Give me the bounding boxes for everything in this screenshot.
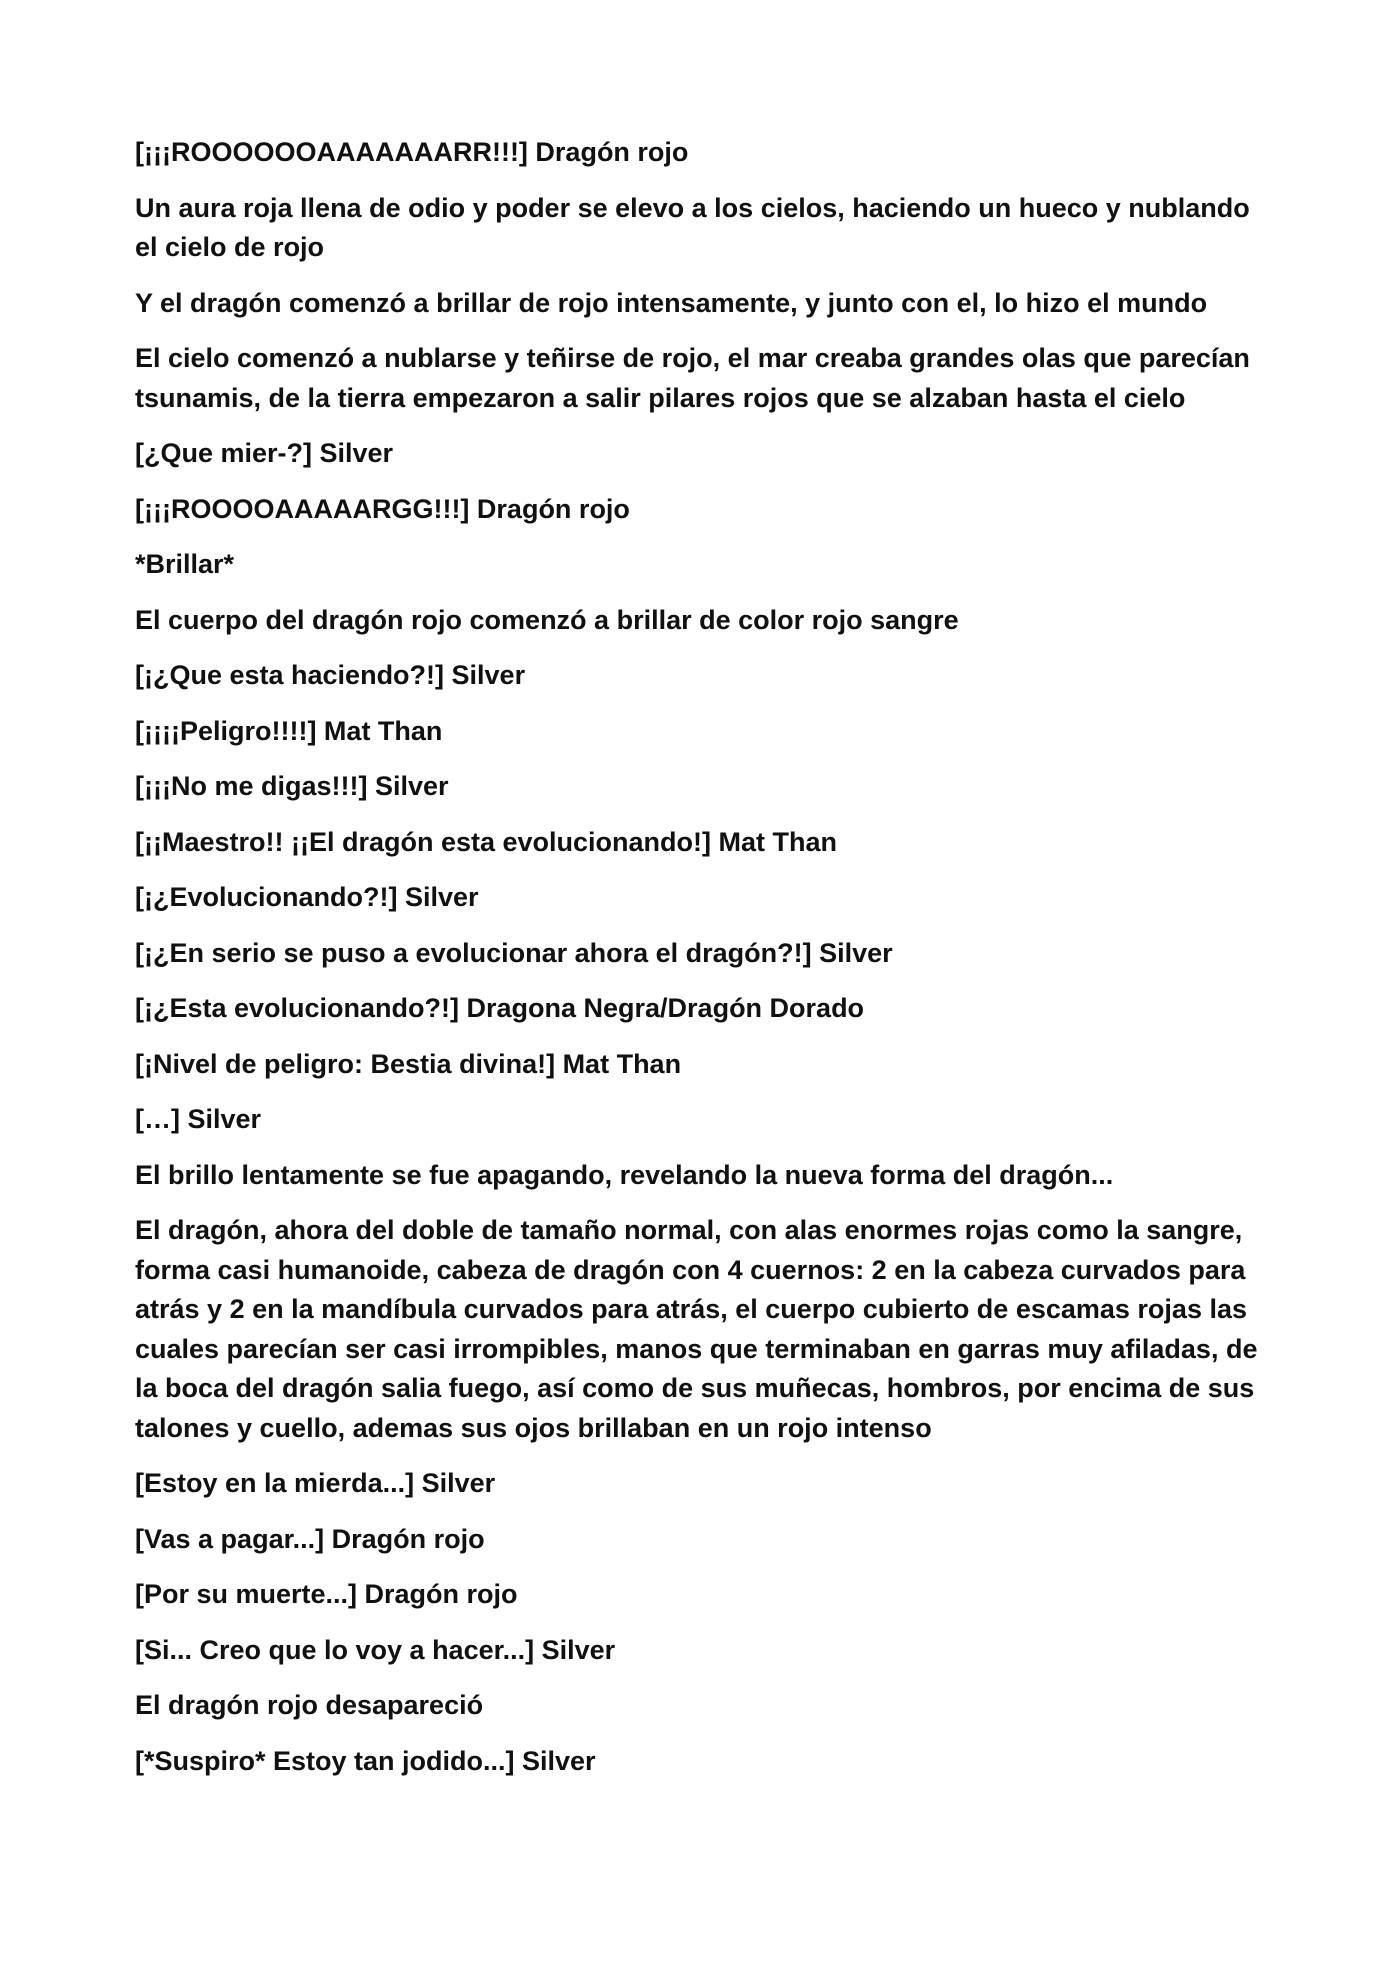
paragraph: [¡¿Que esta haciendo?!] Silver [135, 660, 526, 690]
paragraph: [¡¡¡ROOOOOOAAAAAAARR!!!] Dragón rojo [135, 137, 689, 167]
paragraph: [¡¡¡¡Peligro!!!!] Mat Than [135, 715, 443, 746]
paragraph: El cielo comenzó a nublarse y teñirse de rojo, el mar creaba grandes olas que parecían tsunamis, de la tierra empezaron a salir pilares rojos que se alzaban hasta el cielo [135, 343, 1250, 413]
paragraph: El dragón rojo desapareció [135, 1690, 484, 1720]
paragraph: [¡Nivel de peligro: Bestia divina!] Mat Than [135, 1048, 682, 1079]
paragraph: *Brillar* [135, 549, 235, 579]
paragraph: Y el dragón comenzó a brillar de rojo intensamente, y junto con el, lo hizo el mundo [135, 287, 1208, 318]
paragraph: [¡¿Evolucionando?!] Silver [135, 882, 479, 912]
paragraph: [Si... Creo que lo voy a hacer...] Silver [135, 1634, 616, 1665]
paragraph: [¡¿En serio se puso a evolucionar ahora el dragón?!] Silver [135, 937, 893, 968]
paragraph: [*Suspiro* Estoy tan jodido...] Silver [135, 1745, 596, 1776]
paragraph: El cuerpo del dragón rojo comenzó a brillar de color rojo sangre [135, 604, 959, 635]
paragraph: [Por su muerte...] Dragón rojo [135, 1579, 518, 1609]
paragraph: [¡¡Maestro!! ¡¡El dragón esta evolucionando!] Mat Than [135, 826, 838, 857]
paragraph: [Vas a pagar...] Dragón rojo [135, 1523, 485, 1554]
paragraph: Un aura roja llena de odio y poder se elevo a los cielos, haciendo un hueco y nublando el cielo de rojo [135, 192, 1250, 262]
paragraph: [Estoy en la mierda...] Silver [135, 1468, 496, 1498]
paragraph: […] Silver [135, 1104, 262, 1134]
paragraph: [¡¡¡ROOOOAAAAARGG!!!] Dragón rojo [135, 493, 630, 524]
paragraph: [¡¿Esta evolucionando?!] Dragona Negra/Dragón Dorado [135, 993, 865, 1023]
paragraph: [¿Que mier-?] Silver [135, 438, 394, 468]
document-body [135, 133, 1275, 1797]
paragraph: El brillo lentamente se fue apagando, revelando la nueva forma del dragón... [135, 1159, 1114, 1190]
paragraph: El dragón, ahora del doble de tamaño normal, con alas enormes rojas como la sangre, forma casi humanoide, cabeza de dragón con 4 cuernos: 2 en la cabeza curvados para atrás y 2 en la mandíbula curvados para atrás, el cuerpo cubierto de escamas rojas las cuales parecían ser casi irrompibles, manos que terminaban en garras muy afiladas, de la boca del dragón salia fuego, así como de sus muñecas, hombros, por encima de sus talones y cuello, ademas sus ojos brillaban en un rojo intenso [135, 1215, 1258, 1443]
paragraph: [¡¡¡No me digas!!!] Silver [135, 771, 449, 801]
